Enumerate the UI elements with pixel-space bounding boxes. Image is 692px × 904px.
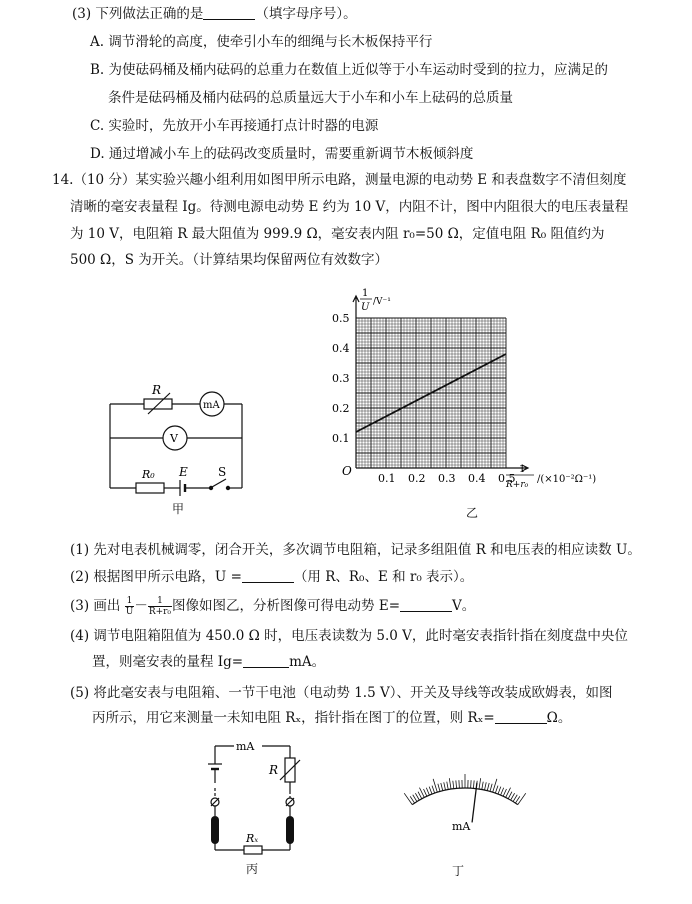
dial-tick <box>418 792 422 799</box>
label-Rx: Rₓ <box>246 832 259 845</box>
q14-intro-line4: 500 Ω，S 为开关。（计算结果均保留两位有效数字） <box>70 252 389 268</box>
dial-tick <box>511 793 515 800</box>
dial-tick <box>426 788 429 795</box>
dial-tick <box>447 782 448 790</box>
dial-tick <box>518 793 526 804</box>
q14-part2: (2) 根据图甲所示电路，U = （用 R、R₀、E 和 r₀ 表示）。 <box>70 569 474 585</box>
label-mA: mA <box>452 820 471 833</box>
dial-tick <box>482 782 483 790</box>
dial-tick <box>495 786 498 794</box>
label-mA: mA <box>236 740 255 753</box>
y-unit: /V⁻¹ <box>373 297 391 307</box>
y-tick-label: 0.1 <box>332 432 350 445</box>
x-tick-label: 0.3 <box>438 472 456 485</box>
q14-part5-line1: (5) 将此毫安表与电阻箱、一节干电池（电动势 1.5 V）、开关及导线等改装成欧姆表，如图 <box>70 685 613 701</box>
answer-blank-q3[interactable] <box>203 5 255 20</box>
q3-stem: (3) 下列做法正确的是 （填字母序号）。 <box>72 6 357 22</box>
x-tick-label: 0.2 <box>408 472 426 485</box>
x-label-num: 1 <box>519 464 526 475</box>
x-tick-label: 0.5 <box>498 472 516 485</box>
q14-part4-line2: 置，则毫安表的量程 Ig= mA。 <box>92 654 326 670</box>
y-label-den: U <box>361 302 370 313</box>
label-mA: mA <box>203 400 220 411</box>
caption-yi: 乙 <box>466 506 479 520</box>
circuit-diagram-jia <box>100 380 260 510</box>
dial-tick <box>441 783 443 791</box>
dial-tick <box>479 778 481 789</box>
x-tick-label: 0.1 <box>378 472 396 485</box>
label-R: R <box>152 383 162 397</box>
dial-tick <box>432 786 435 794</box>
q3-option-b-line2: 条件是砝码桶及桶内砝码的总质量远大于小车和小车上砝码的总质量 <box>108 90 513 106</box>
dial-tick <box>503 789 506 796</box>
q14-intro-line2: 清晰的毫安表量程 Ig。待测电源电动势 E 约为 10 V，内阻不计，图中内阻很大的电压表量程 <box>70 199 629 215</box>
dial-tick <box>429 787 432 794</box>
answer-blank-E[interactable] <box>400 597 452 612</box>
y-tick-label: 0.4 <box>332 342 350 355</box>
dial-tick <box>490 784 492 792</box>
label-R: R <box>269 763 279 777</box>
q3-option-b-line1: B. 为使砝码桶及桶内砝码的总重力在数值上近似等于小车运动时受到的拉力，应满足的 <box>90 62 609 78</box>
answer-blank-Rx[interactable] <box>495 709 547 724</box>
dial-tick <box>438 784 440 792</box>
q14-part1: (1) 先对电表机械调零，闭合开关，多次调节电阻箱，记录多组阻值 R 和电压表的相应读数 U。 <box>70 542 641 558</box>
y-tick-label: 0.2 <box>332 402 350 415</box>
label-V: V <box>170 432 178 445</box>
y-tick-label: 0.5 <box>332 312 350 325</box>
q3-option-d: D. 通过增减小车上的砝码改变质量时，需要重新调节木板倾斜度 <box>90 146 474 162</box>
answer-blank-U[interactable] <box>242 568 294 583</box>
label-R0: R₀ <box>142 468 155 481</box>
dial-tick <box>498 787 501 794</box>
dial-tick <box>487 783 489 791</box>
meter-dial-ding <box>390 760 540 840</box>
frac-1-over-R-plus-r0: $\frac{1}{\text{R+r₀}}$ <box>148 596 172 617</box>
dial-tick <box>453 781 454 789</box>
q14-part4-line1: (4) 调节电阻箱阻值为 450.0 Ω 时，电压表读数为 5.0 V，此时毫安表指针指在刻度盘中央位 <box>70 628 628 644</box>
origin-label: O <box>342 464 352 478</box>
dial-tick <box>424 789 427 796</box>
dial-tick <box>508 792 512 799</box>
y-tick-label: 0.3 <box>332 372 350 385</box>
x-unit: /(×10⁻²Ω⁻¹) <box>537 474 597 485</box>
dial-tick <box>444 782 446 790</box>
answer-blank-Ig[interactable] <box>243 653 289 668</box>
caption-ding: 丁 <box>452 864 465 878</box>
q14-intro-line1: 14.（10 分）某实验兴趣小组利用如图甲所示电路，测量电源的电动势 E 和表盘数字不清但刻度 <box>52 172 627 188</box>
circuit-diagram-bing <box>200 738 310 858</box>
y-axis <box>353 296 359 468</box>
caption-jia: 甲 <box>172 502 185 516</box>
dial-tick <box>501 788 504 795</box>
dial-tick <box>485 782 487 790</box>
dial-tick <box>456 780 457 788</box>
x-label-den: R+r₀ <box>506 480 529 490</box>
dial-tick <box>404 793 412 804</box>
q14-intro-line3: 为 10 V，电阻箱 R 最大阻值为 999.9 Ω，毫安表内阻 r₀=50 Ω，定值电阻 R₀ 阻值约为 <box>70 226 605 242</box>
frac-1-over-U: $\frac{1}{U}$ <box>125 596 134 617</box>
q3-option-c: C. 实验时，先放开小车再接通打点计时器的电源 <box>90 118 379 134</box>
label-S: S <box>218 465 227 479</box>
caption-bing: 丙 <box>246 862 259 876</box>
q14-part3: (3) 画出 $\frac{1}{U}$ － $\frac{1}{\text{R+r₀}}$ 图像如图乙，分析图像可得电动势 E= V。 <box>70 596 476 617</box>
dial-tick <box>473 780 474 788</box>
graph-yi <box>320 282 620 502</box>
label-E: E <box>179 465 188 479</box>
dial-tick <box>449 778 451 789</box>
x-tick-label: 0.4 <box>468 472 486 485</box>
x-axis <box>356 465 528 471</box>
dial-tick <box>415 793 419 800</box>
y-label-num: 1 <box>362 288 369 299</box>
q14-part5-line2: 丙所示，用它来测量一未知电阻 Rₓ，指针指在图丁的位置，则 Rₓ= Ω。 <box>92 710 572 726</box>
q3-option-a: A. 调节滑轮的高度，使牵引小车的细绳与长木板保持平行 <box>90 34 433 50</box>
